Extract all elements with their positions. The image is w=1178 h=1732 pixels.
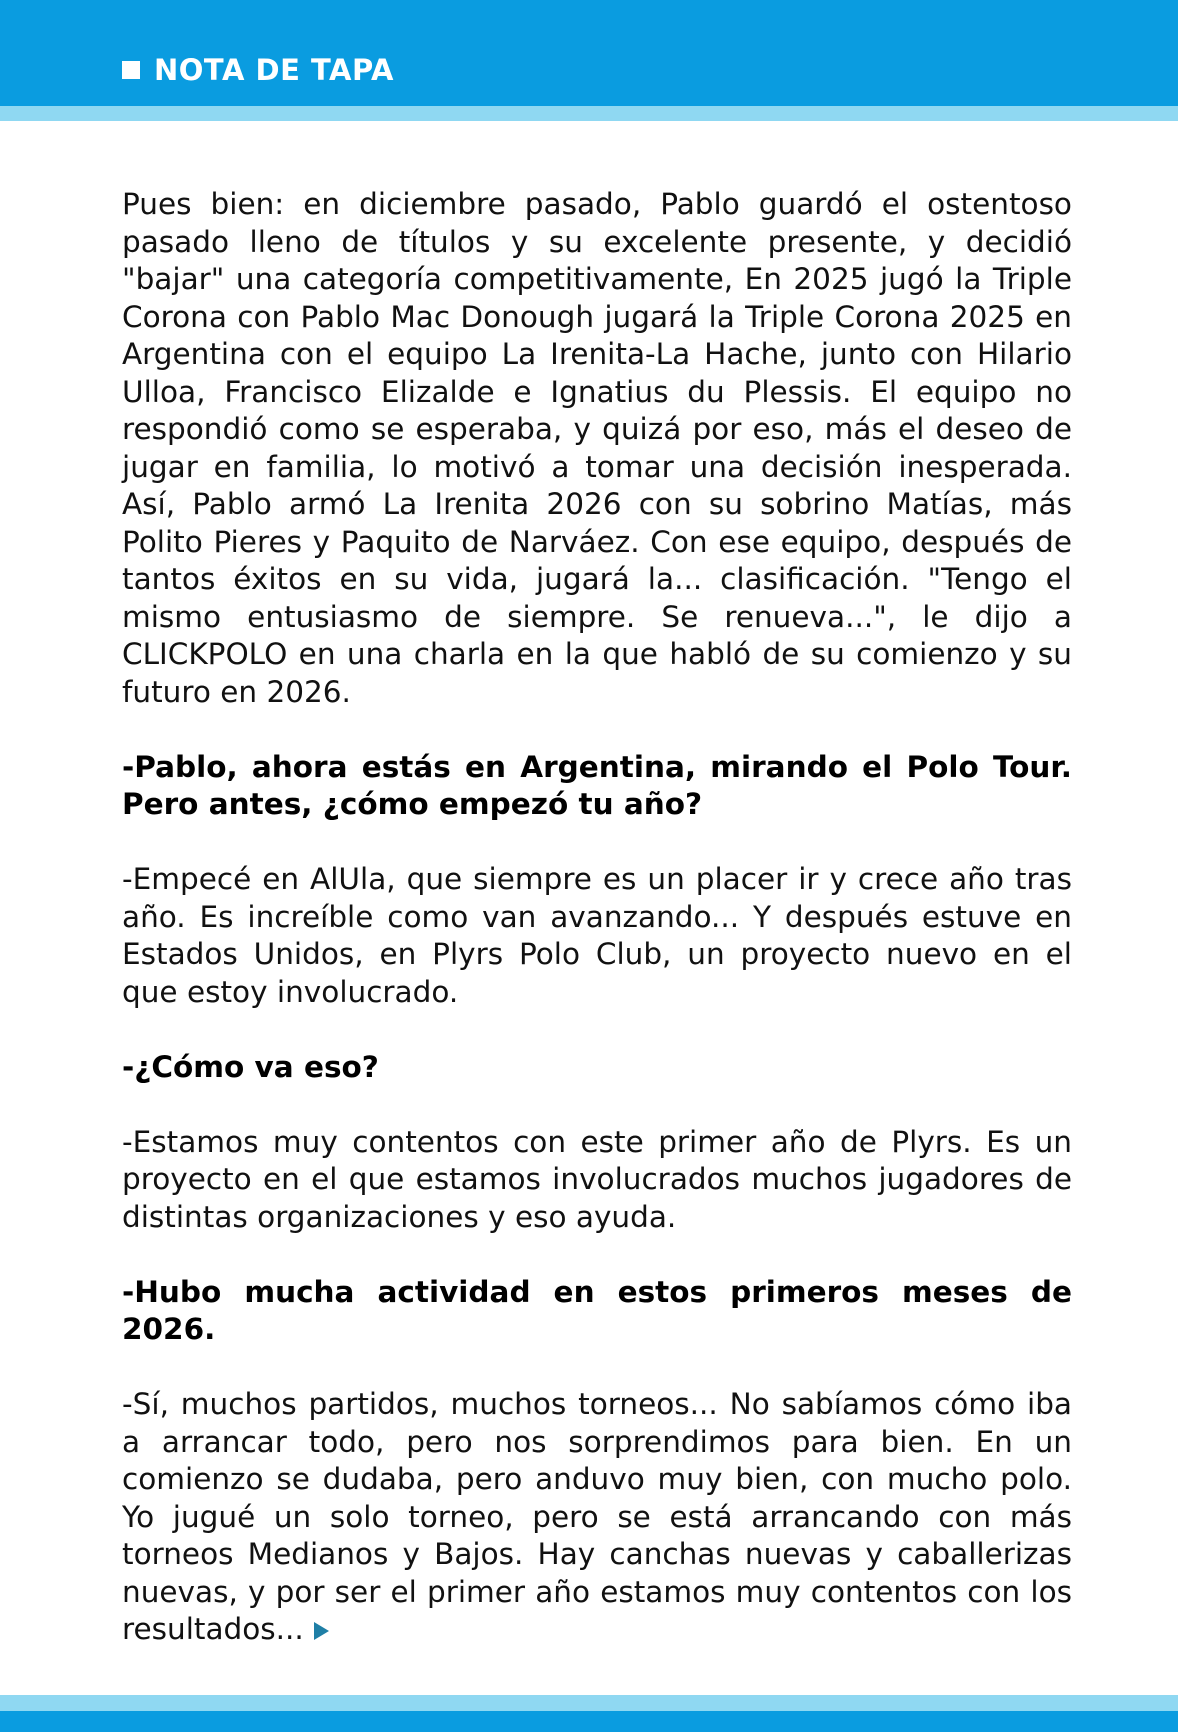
article-body: [122, 186, 1072, 1649]
paragraph-gap: [122, 1236, 1072, 1274]
question-2: -¿Cómo va eso?: [122, 1049, 379, 1084]
section-tag: [122, 50, 394, 90]
answer-3-container: [122, 1386, 1072, 1649]
question-1: -Pablo, ahora estás en Argentina, mirando el Polo Tour. Pero antes, ¿cómo empezó tu año?: [122, 749, 1072, 821]
intro-paragraph: Pues bien: en diciembre pasado, Pablo guardó el ostentoso pasado lleno de títulos y su excelente presente, y decidió "bajar" una categoría competitivamente, En 2025 jugó la Triple Corona con Pablo Mac Donough jugará la Triple Corona 2025 en Argentina con el equipo La Irenita-La Hache, junto con Hilario Ulloa, Francisco Elizalde e Ignatius du Plessis. El equipo no respondió como se esperaba, y quizá por eso, más el deseo de jugar en familia, lo motivó a tomar una decisión inesperada. Así, Pablo armó La Irenita 2026 con su sobrino Matías, más Polito Pieres y Paquito de Narváez. Con ese equipo, después de tantos éxitos en su vida, jugará la... clasificación. "Tengo el mismo entusiasmo de siempre. Se renueva...", le dijo a CLICKPOLO en una charla en la que habló de su comienzo y su futuro en 2026.: [122, 187, 1072, 709]
paragraph-gap: [122, 1086, 1072, 1124]
paragraph-gap: [122, 824, 1072, 862]
footer-stripe: [0, 1695, 1178, 1711]
answer-3: -Sí, muchos partidos, muchos torneos... No sabíamos cómo iba a arrancar todo, pero nos sorprendimos para bien. En un comienzo se dudaba, pero anduvo muy bien, con mucho polo. Yo jugué un solo torneo, pero se está arrancando con más torneos Medianos y Bajos. Hay canchas nuevas y caballerizas nuevas, y por ser el primer año estamos muy contentos con los resultados...: [122, 1387, 1072, 1646]
paragraph-gap: [122, 1011, 1072, 1049]
header-stripe: [0, 106, 1178, 121]
answer-1: -Empecé en AlUla, que siempre es un placer ir y crece año tras año. Es increíble como van avanzando... Y después estuve en Estados Unidos, en Plyrs Polo Club, un proyecto nuevo en el que estoy involucrado.: [122, 862, 1072, 1009]
paragraph-gap: [122, 711, 1072, 749]
play-arrow-icon[interactable]: [314, 1622, 329, 1640]
section-label: NOTA DE TAPA: [154, 53, 394, 87]
footer-bar: [0, 1711, 1178, 1732]
answer-2: -Estamos muy contentos con este primer año de Plyrs. Es un proyecto en el que estamos involucrados muchos jugadores de distintas organizaciones y eso ayuda.: [122, 1124, 1072, 1234]
question-3: -Hubo mucha actividad en estos primeros meses de 2026.: [122, 1274, 1072, 1346]
paragraph-gap: [122, 1349, 1072, 1387]
square-bullet-icon: [122, 61, 140, 79]
